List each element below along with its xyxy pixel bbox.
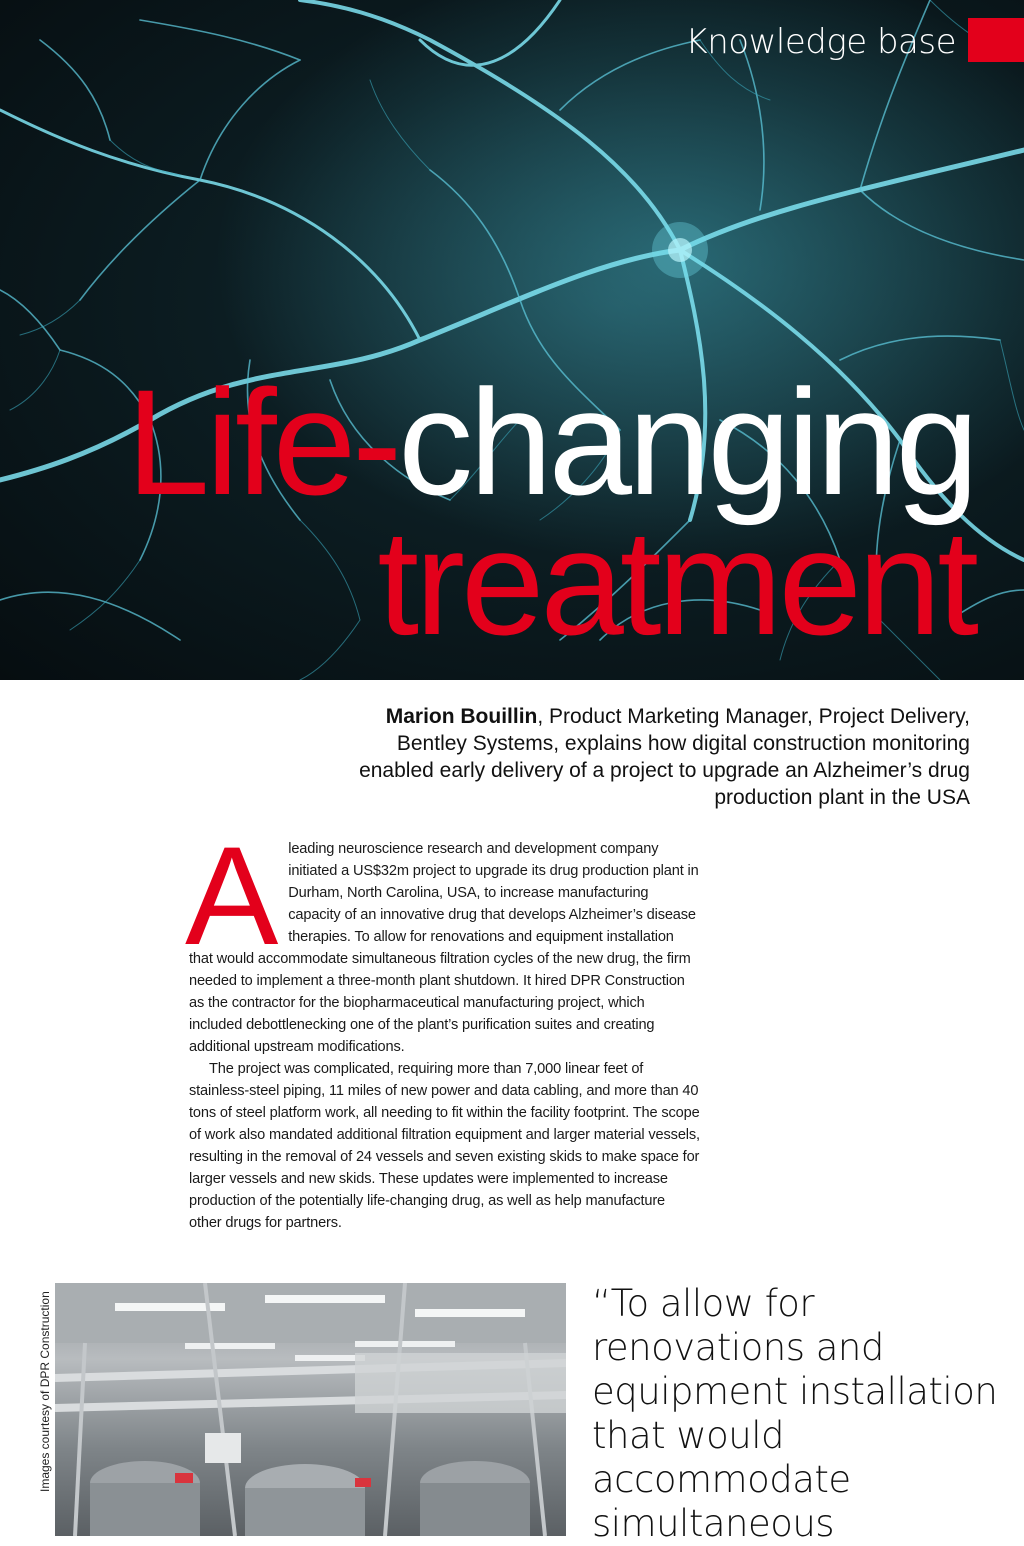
section-label: Knowledge base bbox=[685, 22, 956, 62]
hero-image bbox=[0, 0, 1024, 680]
headline-part-red: Life- bbox=[126, 358, 399, 526]
author-name: Marion Bouillin bbox=[385, 705, 538, 728]
headline-line2: treatment bbox=[377, 498, 975, 666]
headline-part-white: changing bbox=[398, 358, 975, 526]
pull-quote: “To allow for renovations and equipment installation that would accommodate simultaneous bbox=[592, 1282, 998, 1545]
facility-photo-illustration bbox=[55, 1283, 566, 1536]
headline bbox=[0, 358, 975, 666]
facility-photo bbox=[55, 1283, 566, 1536]
drop-cap: A bbox=[185, 817, 279, 974]
standfirst-text: , Product Marketing Manager, Project Delivery, Bentley Systems, explains how digital construction monitoring enabled early delivery of a project to upgrade an Alzheimer’s drug production plant in the USA bbox=[359, 705, 970, 809]
image-credit: Images courtesy of DPR Construction bbox=[38, 1291, 52, 1492]
paragraph-1-text: leading neuroscience research and development company initiated a US$32m project to upgrade its drug production plant in Durham, North Carolina, USA, to increase manufacturing capacity of an innovative drug that develops Alzheimer’s disease therapies. To allow for renovations and equipment installation that would accommodate simultaneous filtration cycles of the new drug, the firm needed to implement a three-month plant shutdown. It hired DPR Construction as the contractor for the biopharmaceutical manufacturing project, which included debottlenecking one of the plant’s purification suites and creating additional upstream modifications. bbox=[189, 841, 699, 1055]
section-tab-marker bbox=[968, 18, 1024, 62]
article-paragraph bbox=[185, 817, 701, 1058]
standfirst bbox=[320, 703, 970, 811]
article-paragraph: The project was complicated, requiring more than 7,000 linear feet of stainless-steel piping, 11 miles of new power and data cabling, and more than 40 tons of steel platform work, all needing to fit within the facility footprint. The scope of work also mandated additional filtration equipment and larger material vessels, resulting in the removal of 24 vessels and seven existing skids to make space for larger vessels and new skids. These updates were implemented to increase production of the potentially life-changing drug, as well as help manufacture other drugs for partners. bbox=[189, 1061, 700, 1231]
article-body bbox=[185, 817, 701, 1234]
